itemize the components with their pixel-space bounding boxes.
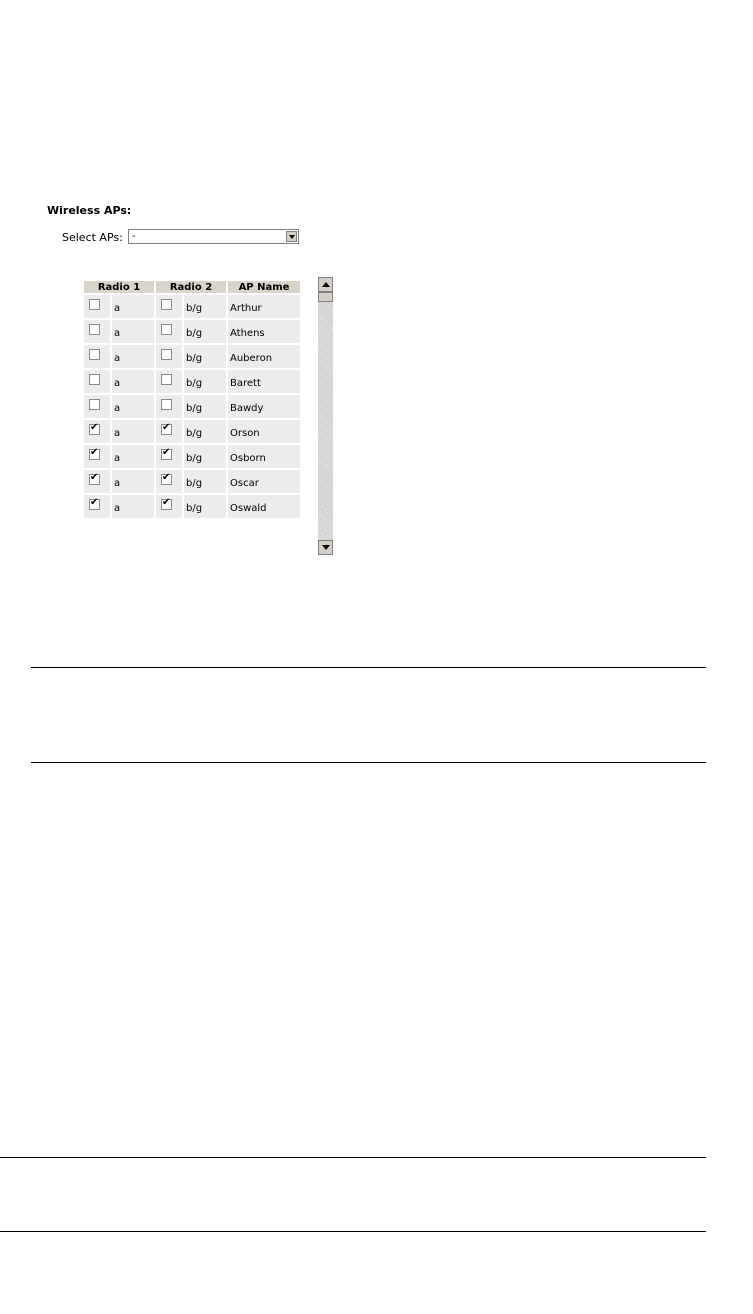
radio2-type-cell (184, 395, 226, 418)
column-header-radio2: Radio 2 (156, 281, 226, 293)
radio2-type: b/g (186, 478, 203, 489)
table-header-row (84, 281, 300, 293)
radio1-type-cell (112, 345, 154, 368)
radio2-type: b/g (186, 353, 203, 364)
radio1-cell (84, 470, 110, 493)
radio1-type: a (114, 353, 121, 364)
radio2-type-cell (184, 445, 226, 468)
ap-name-cell (228, 295, 300, 318)
radio1-checkbox[interactable] (89, 324, 100, 335)
radio2-type: b/g (186, 453, 203, 464)
column-header-ap-name: AP Name (228, 281, 300, 293)
ap-name: Oscar (230, 478, 259, 489)
radio2-type-cell (184, 320, 226, 343)
radio1-type: a (114, 328, 121, 339)
ap-name-cell (228, 370, 300, 393)
ap-name: Auberon (230, 353, 273, 364)
radio2-cell (156, 295, 182, 318)
table-row (84, 420, 300, 443)
radio2-cell (156, 320, 182, 343)
radio1-cell (84, 395, 110, 418)
radio1-type: a (114, 453, 121, 464)
table-scrollbar[interactable] (318, 277, 333, 555)
radio2-cell (156, 370, 182, 393)
divider (31, 667, 706, 668)
table-row (84, 445, 300, 468)
radio2-type: b/g (186, 328, 203, 339)
radio1-cell (84, 295, 110, 318)
radio1-type-cell (112, 295, 154, 318)
radio2-type-cell (184, 470, 226, 493)
radio2-checkbox[interactable] (161, 349, 172, 360)
radio1-type-cell (112, 395, 154, 418)
table-row (84, 370, 300, 393)
radio1-type-cell (112, 420, 154, 443)
ap-name: Athens (230, 328, 265, 339)
radio1-cell (84, 495, 110, 518)
divider (31, 762, 706, 763)
radio1-cell (84, 370, 110, 393)
radio2-cell (156, 495, 182, 518)
radio1-checkbox[interactable] (89, 399, 100, 410)
column-header-radio1: Radio 1 (84, 281, 154, 293)
table-row (84, 345, 300, 368)
radio2-checkbox[interactable] (161, 424, 172, 435)
radio1-cell (84, 345, 110, 368)
radio2-type-cell (184, 345, 226, 368)
radio2-type: b/g (186, 503, 203, 514)
radio1-type-cell (112, 320, 154, 343)
radio2-checkbox[interactable] (161, 299, 172, 310)
select-aps-label: Select APs: (62, 231, 123, 244)
radio2-type: b/g (186, 403, 203, 414)
ap-name-cell (228, 420, 300, 443)
radio1-type-cell (112, 370, 154, 393)
divider (0, 1231, 706, 1232)
radio1-checkbox[interactable] (89, 299, 100, 310)
radio1-type: a (114, 303, 121, 314)
radio2-cell (156, 445, 182, 468)
ap-name: Osborn (230, 453, 266, 464)
radio1-type-cell (112, 445, 154, 468)
radio2-type: b/g (186, 428, 203, 439)
radio1-cell (84, 420, 110, 443)
ap-name-cell (228, 395, 300, 418)
radio2-type-cell (184, 420, 226, 443)
chevron-down-icon[interactable] (286, 231, 297, 242)
radio1-checkbox[interactable] (89, 449, 100, 460)
table-row (84, 295, 300, 318)
ap-name: Barett (230, 378, 261, 389)
select-aps-dropdown[interactable] (128, 229, 299, 244)
radio2-checkbox[interactable] (161, 324, 172, 335)
radio1-checkbox[interactable] (89, 474, 100, 485)
ap-name-cell (228, 495, 300, 518)
radio2-type-cell (184, 495, 226, 518)
table-row (84, 470, 300, 493)
radio1-type: a (114, 503, 121, 514)
radio2-cell (156, 470, 182, 493)
radio2-type: b/g (186, 378, 203, 389)
radio2-checkbox[interactable] (161, 499, 172, 510)
radio2-type-cell (184, 295, 226, 318)
radio1-checkbox[interactable] (89, 349, 100, 360)
ap-name: Oswald (230, 503, 267, 514)
radio1-type-cell (112, 495, 154, 518)
ap-table (82, 279, 302, 520)
table-row (84, 395, 300, 418)
ap-name-cell (228, 345, 300, 368)
radio2-checkbox[interactable] (161, 374, 172, 385)
radio1-cell (84, 320, 110, 343)
radio1-checkbox[interactable] (89, 374, 100, 385)
radio2-cell (156, 420, 182, 443)
ap-name-cell (228, 320, 300, 343)
select-aps-value: - (132, 231, 136, 242)
table-row (84, 495, 300, 518)
radio1-type: a (114, 478, 121, 489)
radio1-checkbox[interactable] (89, 499, 100, 510)
radio2-checkbox[interactable] (161, 399, 172, 410)
scroll-down-arrow-icon[interactable] (318, 540, 333, 555)
radio2-cell (156, 345, 182, 368)
ap-name: Orson (230, 428, 260, 439)
scrollbar-thumb[interactable] (318, 292, 333, 302)
radio1-type: a (114, 403, 121, 414)
radio1-type-cell (112, 470, 154, 493)
radio1-checkbox[interactable] (89, 424, 100, 435)
radio1-type: a (114, 378, 121, 389)
table-row (84, 320, 300, 343)
divider (0, 1157, 706, 1158)
ap-name-cell (228, 470, 300, 493)
scroll-up-arrow-icon[interactable] (318, 277, 333, 292)
radio2-cell (156, 395, 182, 418)
radio1-cell (84, 445, 110, 468)
ap-name-cell (228, 445, 300, 468)
radio2-type-cell (184, 370, 226, 393)
radio2-checkbox[interactable] (161, 449, 172, 460)
radio2-checkbox[interactable] (161, 474, 172, 485)
ap-name: Arthur (230, 303, 262, 314)
wireless-aps-title: Wireless APs: (47, 204, 132, 217)
ap-name: Bawdy (230, 403, 264, 414)
radio2-type: b/g (186, 303, 203, 314)
radio1-type: a (114, 428, 121, 439)
